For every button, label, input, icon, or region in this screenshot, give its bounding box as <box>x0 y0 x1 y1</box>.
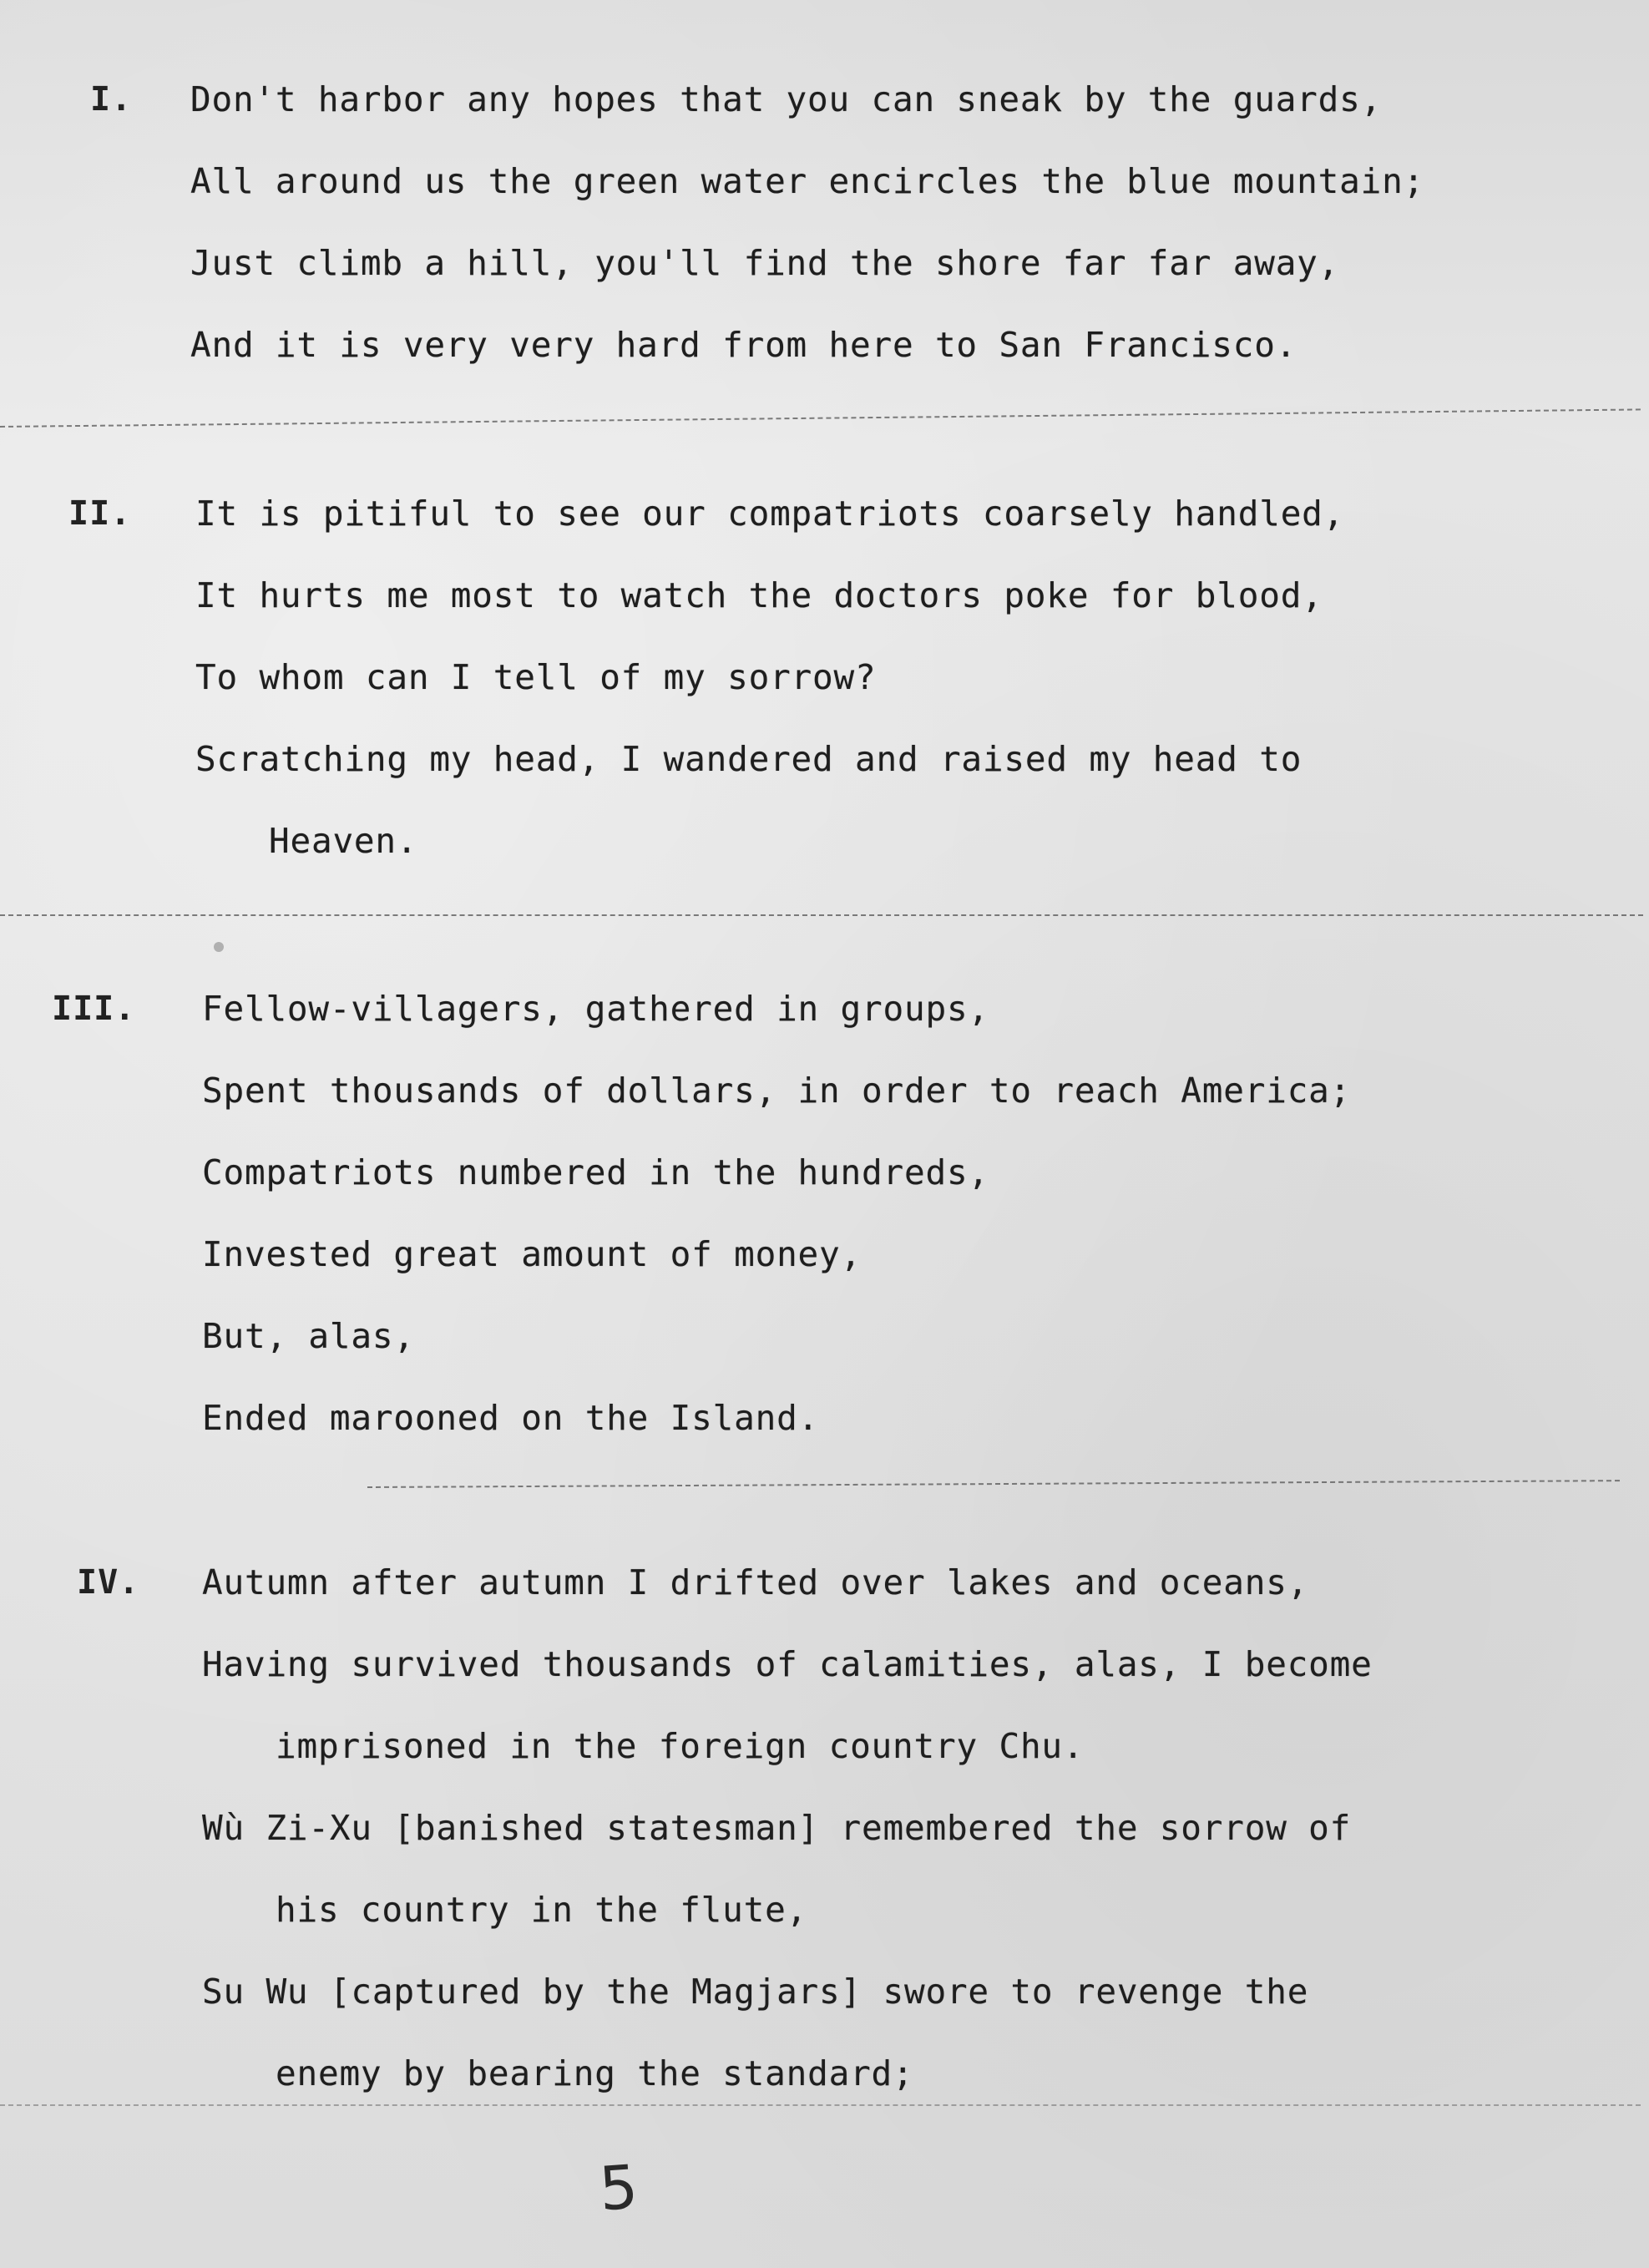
poem-line: Autumn after autumn I drifted over lakes and oceans, <box>202 1562 1309 1602</box>
section-divider <box>0 914 1643 916</box>
section-divider <box>0 408 1641 428</box>
poem-line: Having survived thousands of calamities, alas, I become <box>202 1644 1373 1684</box>
poem-line: Ended marooned on the Island. <box>202 1398 820 1438</box>
stanza-numeral: III. <box>52 990 136 1028</box>
ink-speck <box>214 942 224 952</box>
poem-line: All around us the green water encircles the blue mountain; <box>190 161 1425 201</box>
section-divider <box>367 1480 1620 1488</box>
poem-line: Scratching my head, I wandered and raised my head to <box>195 739 1303 779</box>
poem-line: Invested great amount of money, <box>202 1234 862 1274</box>
poem-line: It hurts me most to watch the doctors poke for blood, <box>195 575 1323 615</box>
poem-line: Compatriots numbered in the hundreds, <box>202 1152 989 1192</box>
poem-line: Wù Zi-Xu [banished statesman] remembered the sorrow of <box>202 1808 1352 1848</box>
poem-line: To whom can I tell of my sorrow? <box>195 657 877 697</box>
poem-line: Su Wu [captured by the Magjars] swore to revenge the <box>202 1972 1309 2012</box>
poem-line: imprisoned in the foreign country Chu. <box>276 1726 1085 1766</box>
poem-line: Spent thousands of dollars, in order to reach America; <box>202 1071 1352 1111</box>
stanza-numeral: II. <box>68 494 132 533</box>
poem-line: Don't harbor any hopes that you can sneak by the guards, <box>190 79 1383 119</box>
stanza-lines <box>195 473 1344 882</box>
poem-line: It is pitiful to see our compatriots coarsely handled, <box>195 494 1345 534</box>
stanza-lines <box>202 968 1351 1459</box>
poem-line: Just climb a hill, you'll find the shore far far away, <box>190 243 1340 283</box>
stanza-numeral: IV. <box>77 1563 140 1602</box>
poem-line: enemy by bearing the standard; <box>276 2053 914 2093</box>
poem-line: And it is very very hard from here to San Francisco. <box>190 325 1297 365</box>
stanza-lines <box>202 1542 1373 2114</box>
poem-line: Fellow-villagers, gathered in groups, <box>202 989 989 1029</box>
page-number: 5 <box>597 2151 640 2225</box>
stanza-lines <box>190 58 1424 386</box>
poem-line: his country in the flute, <box>276 1890 808 1930</box>
poem-line: But, alas, <box>202 1316 415 1356</box>
poem-line: Heaven. <box>269 821 418 861</box>
section-divider <box>0 2104 1641 2106</box>
stanza-numeral: I. <box>90 80 133 119</box>
